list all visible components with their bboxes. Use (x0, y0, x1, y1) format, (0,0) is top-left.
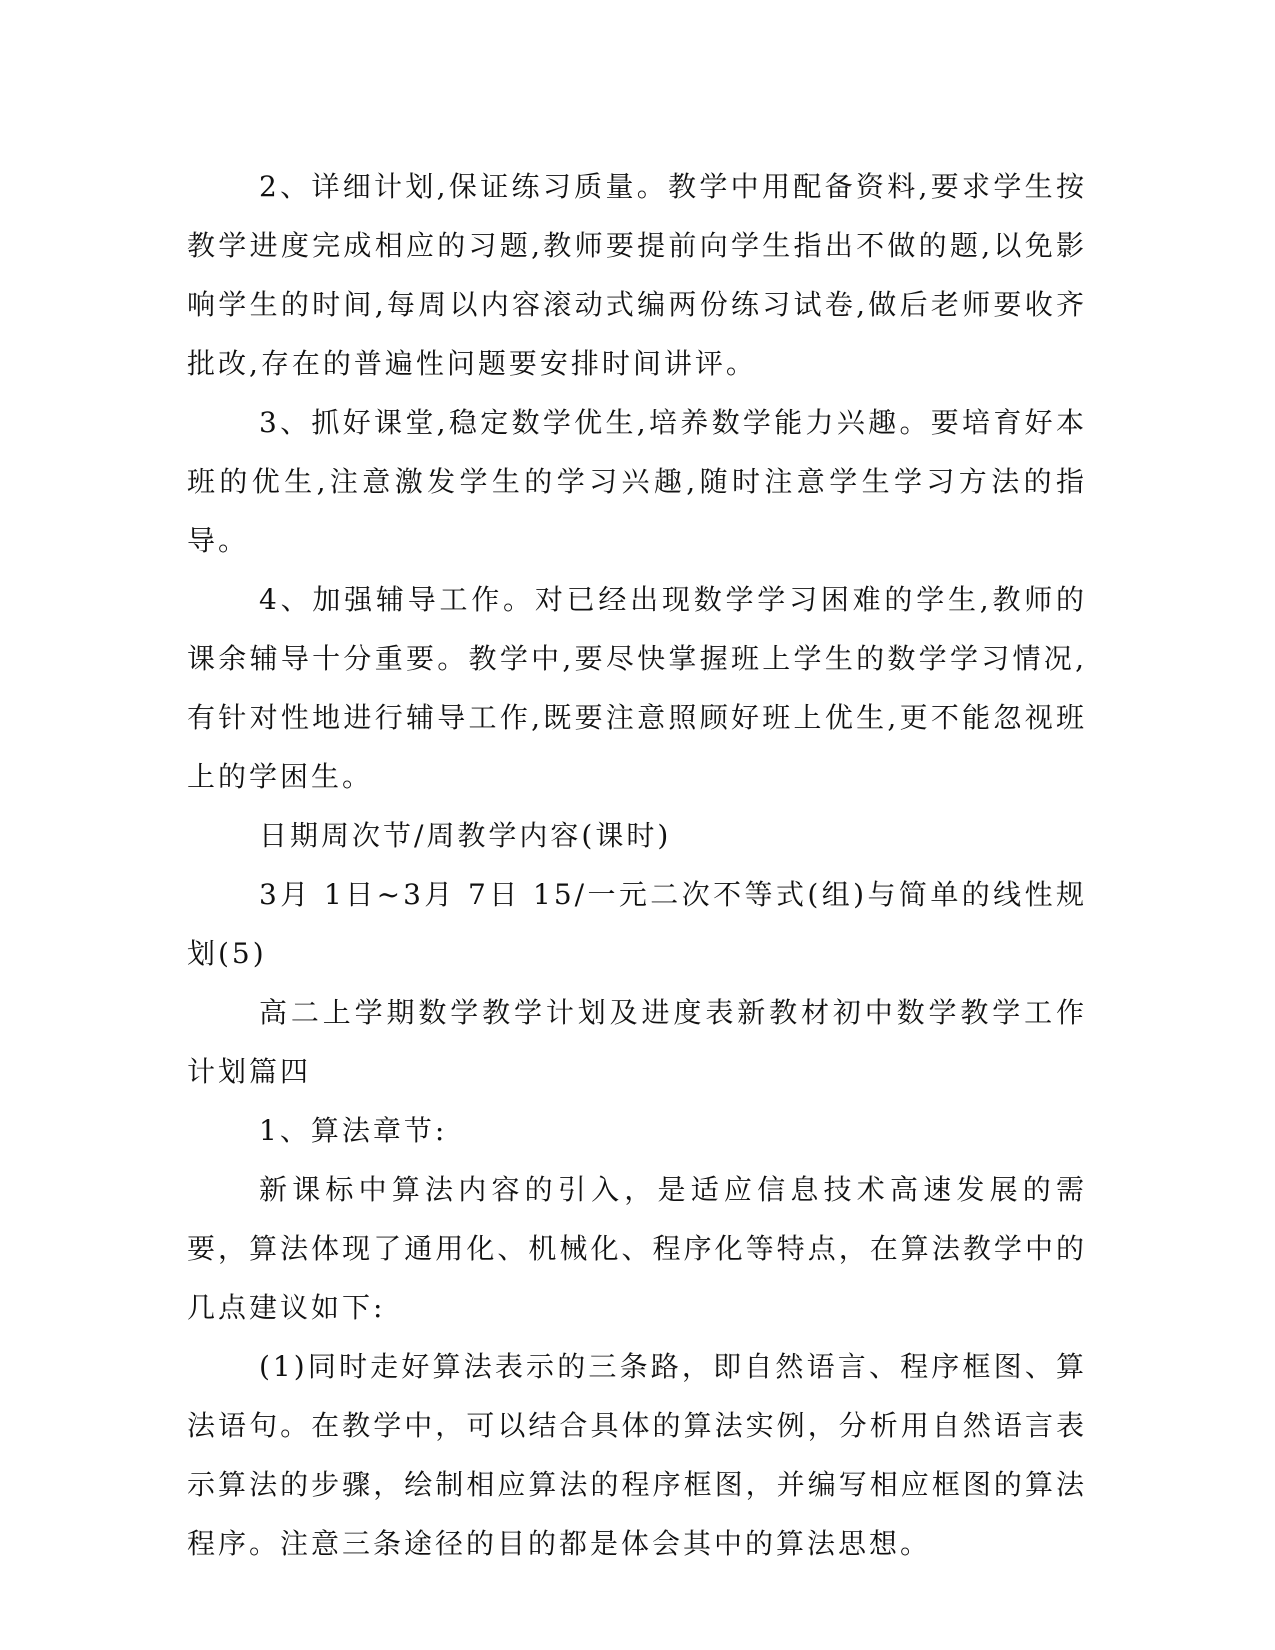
paragraph-practice-quality: 2、详细计划,保证练习质量。教学中用配备资料,要求学生按教学进度完成相应的习题,教师要提前向学生指出不做的题,以免影响学生的时间,每周以内容滚动式编两份练习试卷,做后老师要收齐批改,存在的普遍性问题要安排时间讲评。 (187, 170, 1087, 380)
subsection-heading: 1、算法章节: (259, 1114, 448, 1147)
schedule-header: 日期周次节/周教学内容(课时) (259, 819, 672, 852)
paragraph-classroom: 3、抓好课堂,稳定数学优生,培养数学能力兴趣。要培育好本班的优生,注意激发学生的学习兴趣,随时注意学生学习方法的指导。 (187, 406, 1087, 557)
paragraph-tutoring: 4、加强辅导工作。对已经出现数学学习困难的学生,教师的课余辅导十分重要。教学中,要尽快掌握班上学生的数学学习情况,有针对性地进行辅导工作,既要注意照顾好班上优生,更不能忽视班上的学困生。 (187, 583, 1087, 793)
schedule-row: 3月 1日~3月 7日 15/一元二次不等式(组)与简单的线性规划(5) (187, 878, 1087, 970)
section-title: 高二上学期数学教学计划及进度表新教材初中数学教学工作计划篇四 (187, 996, 1087, 1088)
paragraph-algorithm-paths: (1)同时走好算法表示的三条路，即自然语言、程序框图、算法语句。在教学中，可以结合具体的算法实例，分析用自然语言表示算法的步骤，绘制相应算法的程序框图，并编写相应框图的算法程序。注意三条途径的目的都是体会其中的算法思想。 (187, 1350, 1087, 1560)
document-body (187, 157, 1087, 1573)
paragraph-algorithm-intro: 新课标中算法内容的引入，是适应信息技术高速发展的需要，算法体现了通用化、机械化、程序化等特点，在算法教学中的几点建议如下: (187, 1173, 1087, 1324)
